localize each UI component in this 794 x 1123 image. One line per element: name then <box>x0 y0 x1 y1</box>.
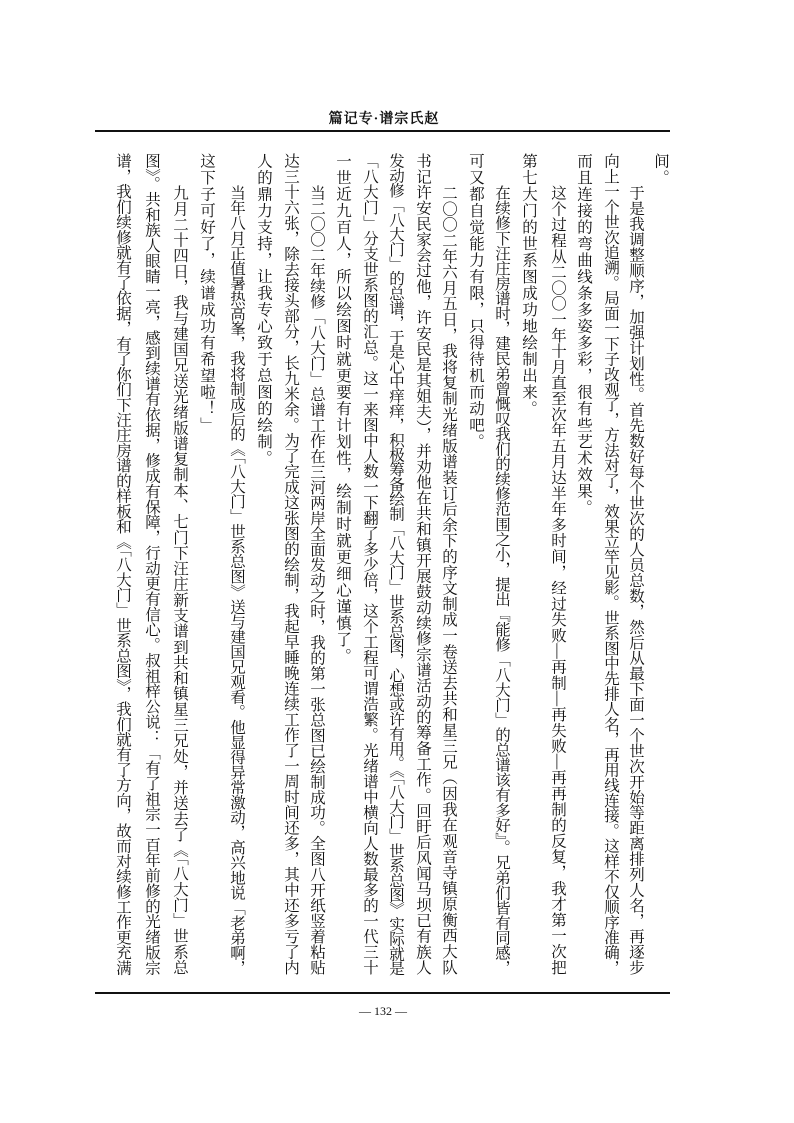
text-column: 当年八月正值暑热高峯，我将制成后的《「八大门」世系总图》送与建国兄观看。他显得异常激动，高兴地说「老弟啊， <box>228 185 245 976</box>
text-column: 第七大门的世系图成功地绘制出来。 <box>520 153 537 417</box>
text-column: 而且连接的弯曲线条多姿多彩，很有些艺术效果。 <box>575 153 592 516</box>
text-column: 可又都自觉能力有限，只得待机而动吧。 <box>467 153 484 450</box>
text-column: 「八大门」分支世系图的汇总。这一来图中人数一下翻了多少倍，这个工程可谓浩繁。光绪谱中横向人数最多的一代三十 <box>361 153 378 975</box>
text-column: 在续修下汪庄房谱时，建民弟曾慨叹我们的续修范围之小，提出『能修「八大门」的总谱该有多好』。兄弟们皆有同感， <box>493 185 510 976</box>
page-number: — 132 — <box>359 1004 407 1018</box>
running-header: 篇记专·谱宗氏赵 <box>328 112 440 127</box>
text-column: 图》。共和族人眼睛一亮，感到续谱有依据，修成有保障，行动更有信心。叔祖梓公说：「有了祖宗一百年前修的光绪版宗 <box>143 153 160 976</box>
text-column: 发动修「八大门」的总谱，于是心中痒痒，积极筹备绘制「八大门」世系总图，心想或许有用。《「八大门」世系总图》实际就是 <box>387 153 404 976</box>
text-column: 这下子可好了，续谱成功有希望啦！」 <box>198 153 215 434</box>
text-column: 于是我调整顺序，加强计划性。首先数好每个世次的人员总数，然后从最下面一个世次开始等距离排列人名，再逐步 <box>627 185 644 976</box>
text-column: 间。 <box>652 153 669 186</box>
header-rule <box>95 130 670 132</box>
text-column: 书记许安民家会过他，许安民是其姐夫），并劝他在共和镇开展鼓动续修宗谱活动的筹备工作。回盱后风闻马坝已有族人 <box>414 153 431 975</box>
text-column: 向上一个世次追溯。局面一下子改观了，方法对了，效果立竿见影。世系图中先排人名，再用线连接。这样不仅顺序准确， <box>602 153 619 976</box>
text-column: 人的鼎力支持，让我专心致于总图的绘制。 <box>255 153 272 467</box>
footer-rule <box>95 992 670 994</box>
text-column: 九月二十四日，我与建国兄送光绪版谱复制本、七门下汪庄新支谱到共和镇星三兄处，并送去了《「八大门」世系总 <box>171 185 188 975</box>
text-column: 二〇〇二年六月五日，我将复制光绪版谱装订后余下的序文制成一卷送去共和星三兄（因我在观音寺镇原衡西大队 <box>440 185 457 975</box>
text-column: 这个过程从二〇〇一年十月直至次年五月达半年多时间，经过失败—再制—再失败—再再制的反复，我才第一次把 <box>549 185 566 975</box>
text-column: 当二〇〇二年续修「八大门」总谱工作在三河两岸全面发动之时，我的第一张总图已绘制成功。全图八开纸竖着粘贴 <box>308 185 325 976</box>
text-column: 一世近九百人，所以绘图时就更要有计划性，绘制时就更细心谨慎了。 <box>334 153 351 665</box>
text-column: 谱，我们续修就有了依据，有了你们下汪庄房谱的样板和《「八大门」世系总图》，我们就有了方向，故而对续修工作更充满 <box>114 153 131 976</box>
text-column: 达三十六张，除去接头部分，长九米余。为了完成这张图的绘制，我起早睡晚连续工作了一周时间还多，其中还多亏了内 <box>282 153 299 975</box>
